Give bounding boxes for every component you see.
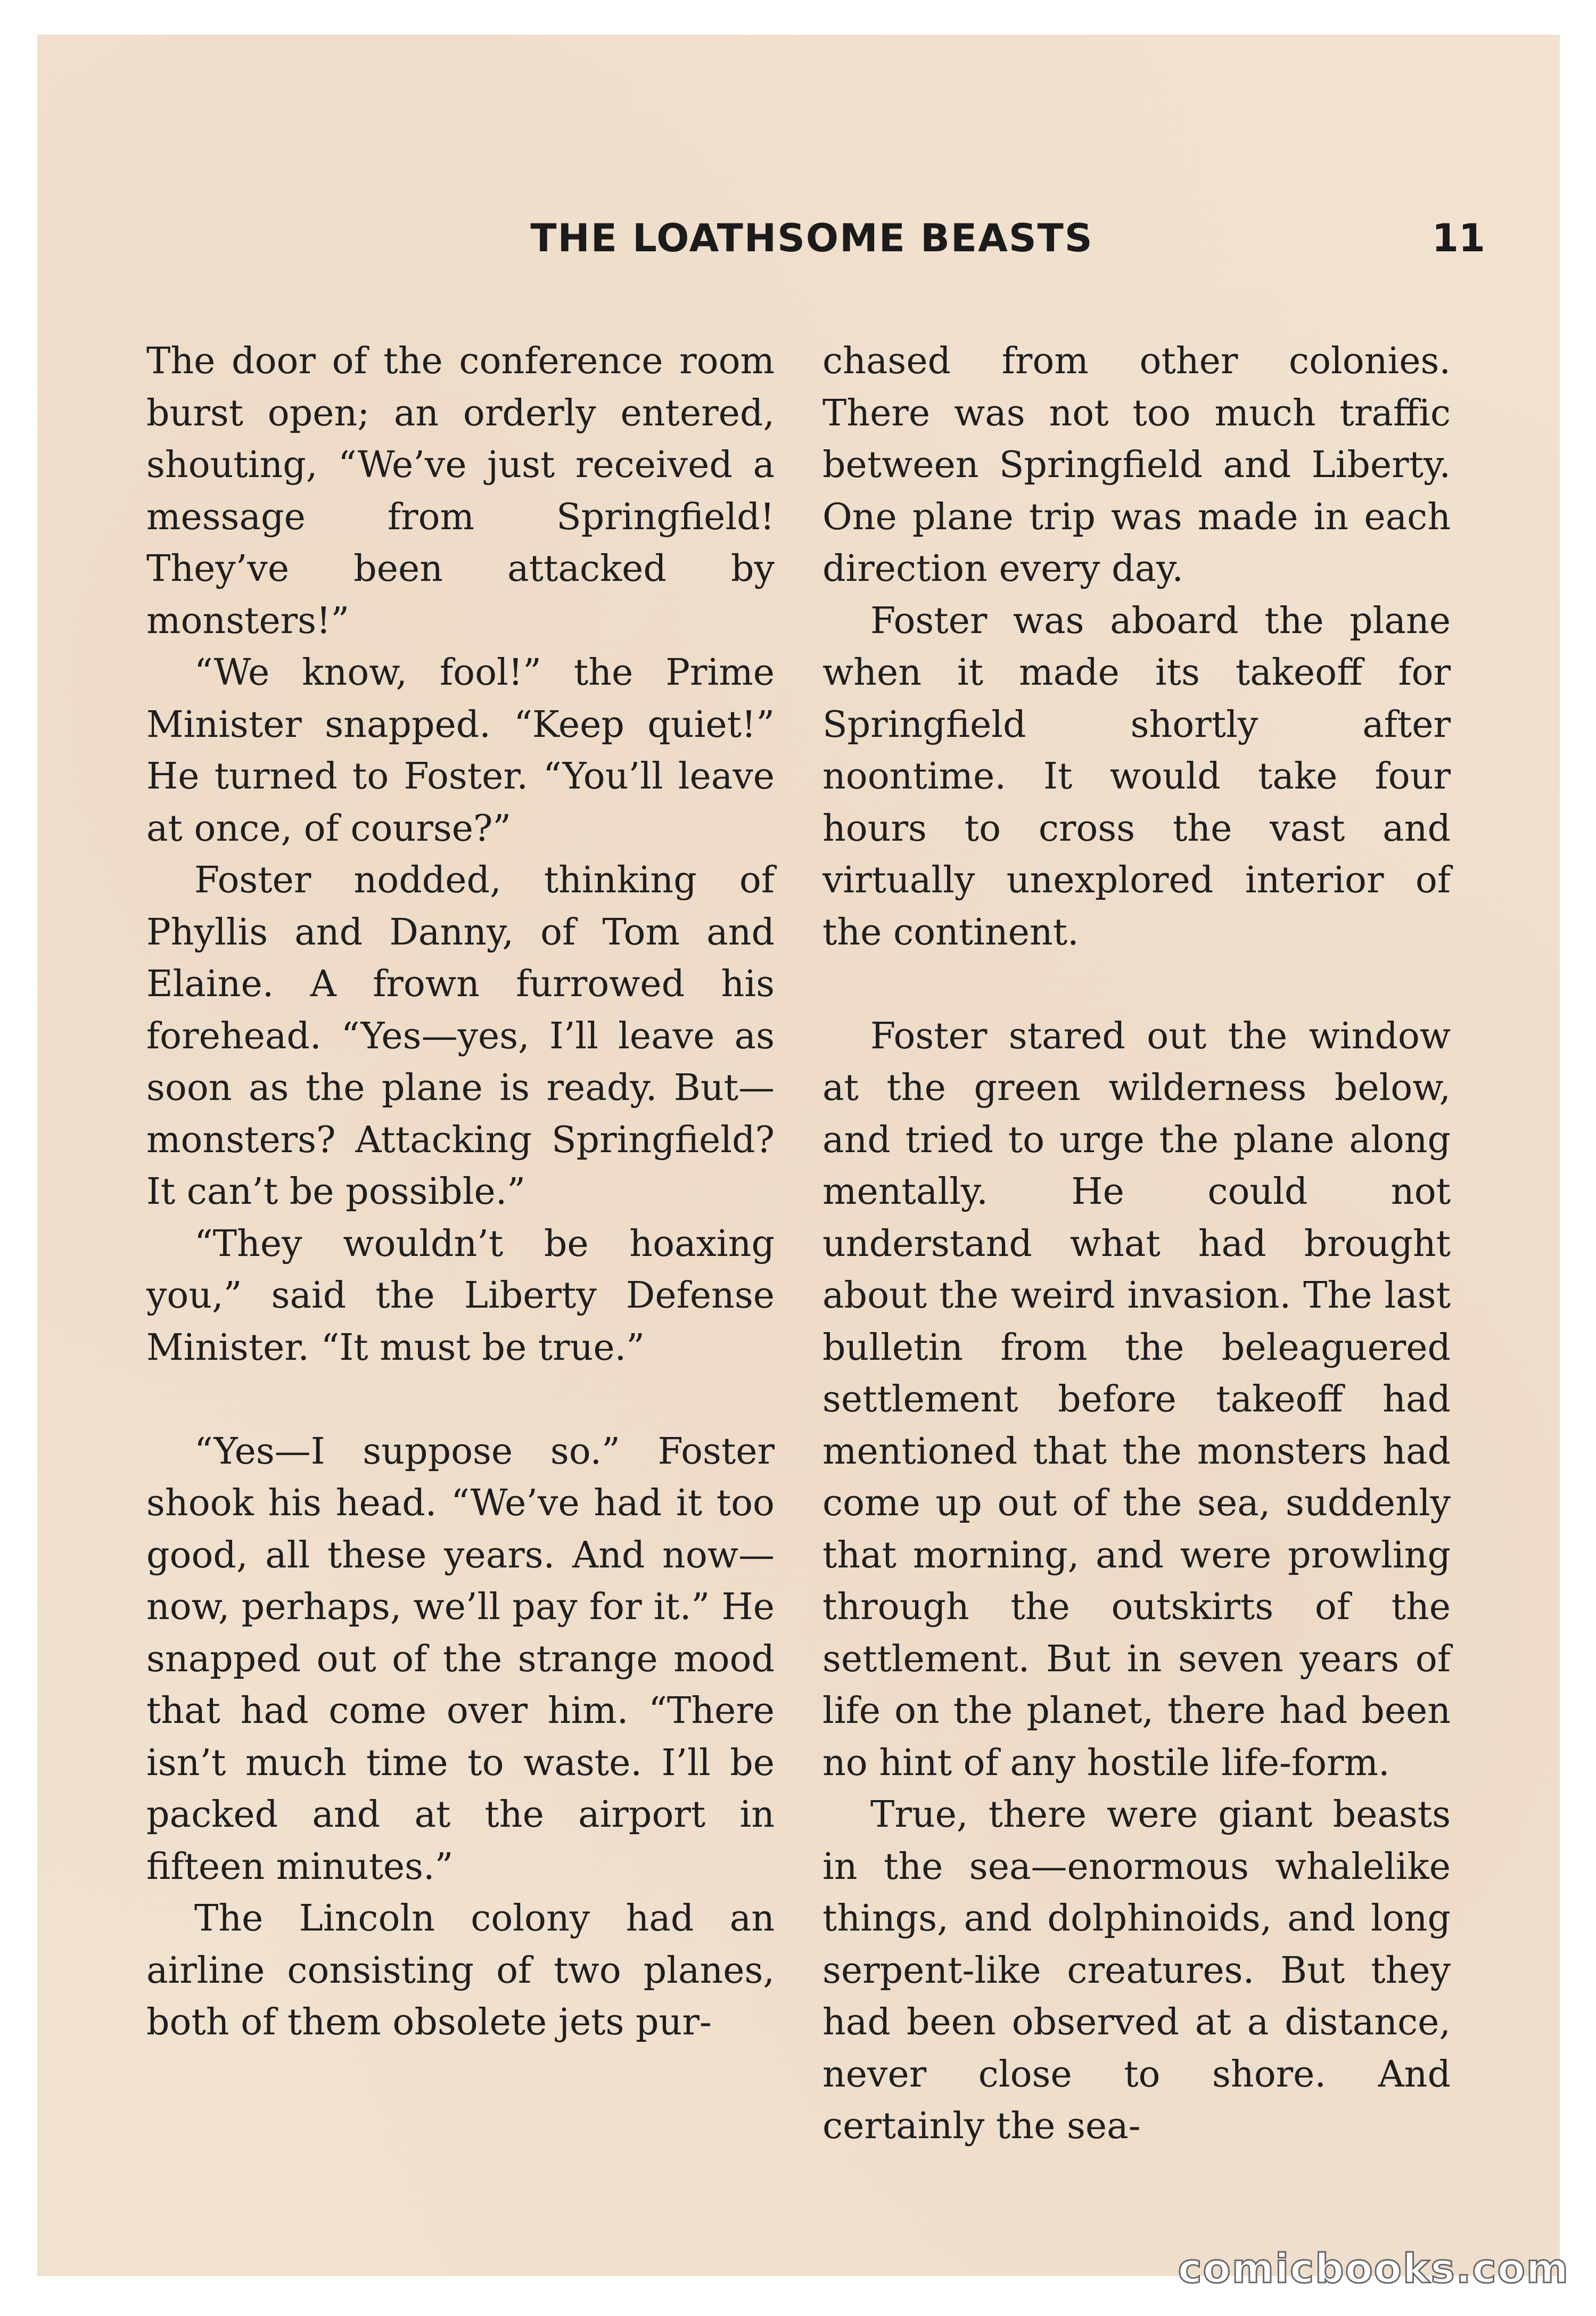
book-title: THE LOATHSOME BEASTS	[530, 216, 1093, 260]
paragraph: True, there were giant beasts in the sea—enormous whalelike things, and dolphinoids, and long serpent-like creatures. But they had been observed at a distance, never close to shore. And certainly the sea-	[822, 1794, 1451, 2147]
left-column	[146, 335, 775, 2049]
page-number: 11	[1432, 216, 1485, 260]
book-page	[37, 35, 1560, 2276]
paragraph: “We know, fool!” the Prime Minister snapped. “Keep quiet!” He turned to Foster. “You’ll leave at once, of course?”	[146, 652, 775, 850]
paragraph: Foster stared out the window at the green wilderness below, and tried to urge the plane along mentally. He could not understand what had brought about the weird invasion. The last bulletin from the beleaguered settlement before takeoff had mentioned that the monsters had come up out of the sea, suddenly that morning, and were prowling through the outskirts of the settlement. But in seven years of life on the planet, there had been no hint of any hostile life-form.	[822, 1015, 1451, 1784]
paragraph: The Lincoln colony had an airline consisting of two planes, both of them obsolete jets pur-	[146, 1898, 775, 2043]
right-column	[822, 335, 1451, 2153]
site-watermark: comicbooks.com	[1178, 2245, 1569, 2292]
paragraph: “Yes—I suppose so.” Foster shook his head. “We’ve had it too good, all these years. And now—now, perhaps, we’ll pay for it.” He snapped out of the strange mood that had come over him. “There isn’t much time to waste. I’ll be packed and at the airport in fifteen minutes.”	[146, 1430, 775, 1888]
paragraph: The door of the conference room burst open; an orderly entered, shouting, “We’ve just received a message from Springfield! They’ve been attacked by monsters!”	[146, 340, 775, 642]
paragraph: “They wouldn’t be hoaxing you,” said the Liberty Defense Minister. “It must be true.”	[146, 1222, 775, 1369]
paragraph: chased from other colonies. There was not too much traffic between Springfield and Liberty. One plane trip was made in each direction every day.	[822, 340, 1451, 590]
paragraph: Foster was aboard the plane when it made its takeoff for Springfield shortly after noontime. It would take four hours to cross the vast and virtually unexplored interior of the continent.	[822, 599, 1451, 954]
paragraph: Foster nodded, thinking of Phyllis and Danny, of Tom and Elaine. A frown furrowed his forehead. “Yes—yes, I’ll leave as soon as the plane is ready. But—monsters? Attacking Springfield? It can’t be possible.”	[146, 859, 775, 1213]
running-head	[138, 216, 1485, 280]
